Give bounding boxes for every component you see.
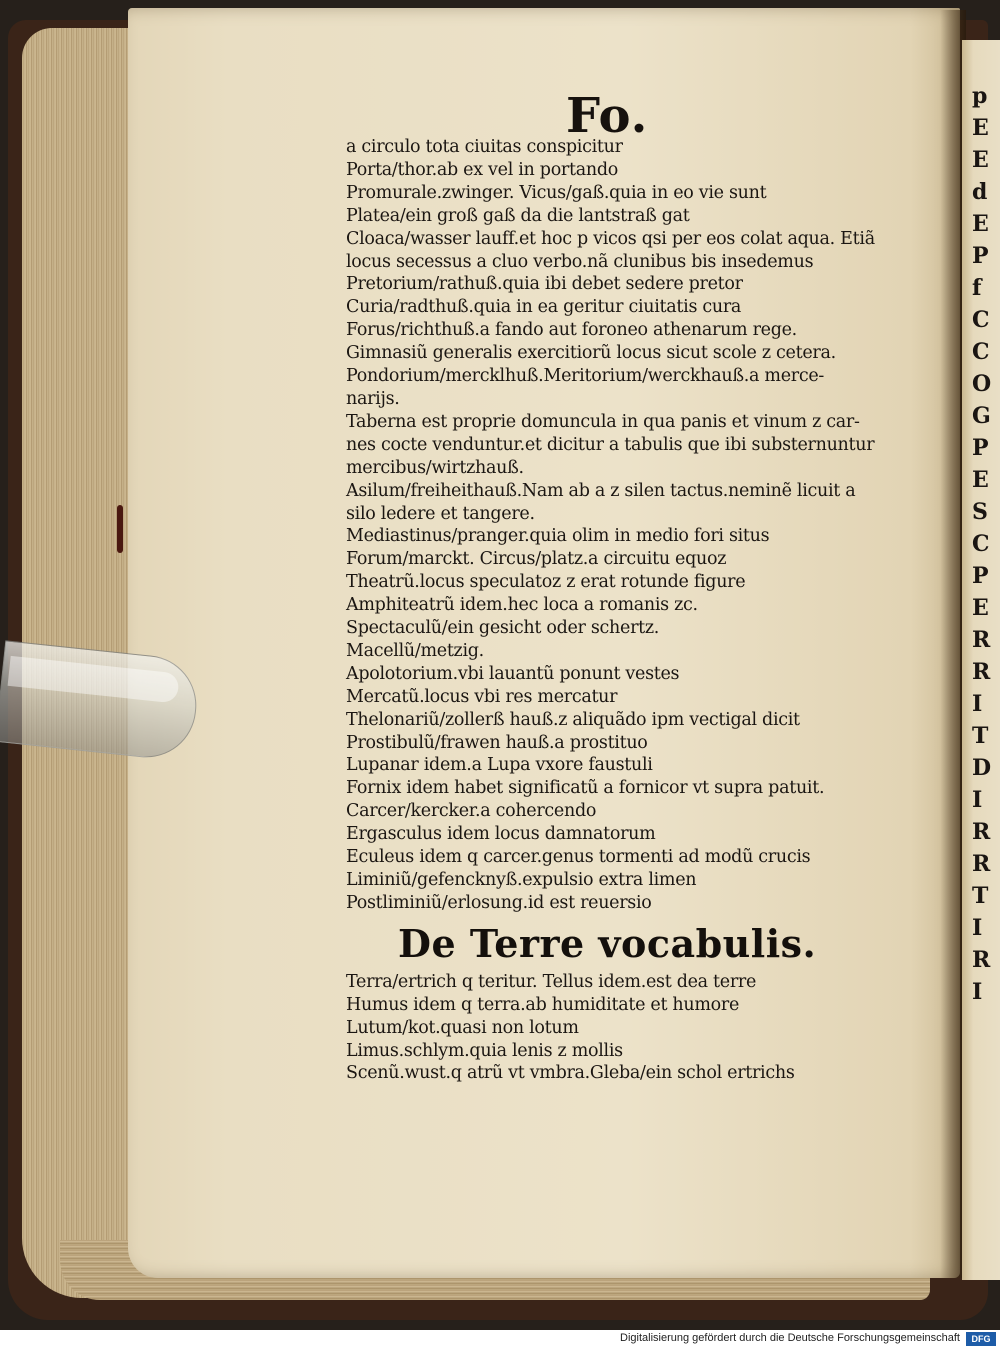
text-line: Scenũ.wust.q atrũ vt vmbra.Gleba/ein schol ertrichs [346, 1063, 795, 1084]
right-page-letter: C [972, 339, 990, 365]
right-page-letter: E [972, 147, 989, 173]
text-line: Terra/ertrich q teritur. Tellus idem.est dea terre [346, 971, 757, 992]
right-page-letter: R [972, 851, 991, 877]
text-line: Postliminiũ/erlosung.id est reuersio [346, 892, 652, 913]
right-page-letter: P [972, 435, 989, 461]
text-line: Forum/marckt. Circus/platz.a circuitu equoz [346, 549, 727, 570]
text-line: Fornix idem habet significatũ a fornicor vt supra patuit. [346, 778, 825, 799]
right-page-letter: E [972, 595, 989, 621]
right-page-letter: E [972, 115, 989, 141]
text-line: Humus idem q terra.ab humiditate et humore [346, 994, 740, 1015]
text-line: Theatrũ.locus speculatoz z erat rotunde figure [346, 572, 746, 593]
binding-mark [117, 505, 123, 553]
text-line: Pondorium/mercklhuß.Meritorium/werckhauß.a merce- [346, 366, 824, 387]
right-page-letter: I [972, 787, 983, 813]
text-line: Promurale.zwinger. Vicus/gaß.quia in eo vie sunt [346, 182, 767, 203]
text-line: Limus.schlym.quia lenis z mollis [346, 1040, 623, 1061]
text-line: Spectaculũ/ein gesicht oder schertz. [346, 618, 660, 639]
right-page-letter: I [972, 691, 983, 717]
right-page-letter: R [972, 659, 991, 685]
text-line: Porta/thor.ab ex vel in portando [346, 159, 618, 180]
text-line: narijs. [346, 388, 400, 409]
text-line: Thelonariũ/zollerß hauß.z aliquãdo ipm vectigal dicit [346, 709, 800, 730]
text-line: Apolotorium.vbi lauantũ ponunt vestes [346, 663, 680, 684]
footer-credit: Digitalisierung gefördert durch die Deutsche Forschungsgemeinschaft [620, 1332, 960, 1344]
text-line: silo ledere et tangere. [346, 503, 535, 524]
text-line: Lupanar idem.a Lupa vxore faustuli [346, 755, 653, 776]
text-line: Platea/ein groß gaß da die lantstraß gat [346, 205, 690, 226]
right-page-letter: d [972, 179, 988, 205]
right-page-letter: C [972, 531, 990, 557]
text-line: Forus/richthuß.a fando aut foroneo athenarum rege. [346, 320, 797, 341]
right-page-letter: f [972, 275, 982, 301]
clip-highlight [8, 656, 180, 704]
right-page-letter: p [972, 83, 988, 109]
text-line: Amphiteatrũ idem.hec loca a romanis zc. [346, 595, 698, 616]
text-line: Cloaca/wasser lauff.et hoc p vicos qsi per eos colat aqua. Etiã [346, 228, 875, 249]
text-line: Asilum/freiheithauß.Nam ab a z silen tactus.neminẽ licuit a [346, 480, 856, 501]
entry-list [346, 136, 886, 915]
right-page-letter: I [972, 915, 983, 941]
right-page-letter: T [972, 883, 989, 909]
text-line: a circulo tota ciuitas conspicitur [346, 137, 623, 157]
folio-heading: Fo. [566, 88, 649, 144]
right-page-letter: G [972, 403, 991, 429]
text-line: Prostibulũ/frawen hauß.a prostituo [346, 732, 648, 753]
right-page-letter: O [972, 371, 992, 397]
right-page-letter: D [972, 755, 992, 781]
text-line: Taberna est proprie domuncula in qua panis et vinum z car- [346, 411, 860, 432]
right-page-letter: R [972, 947, 991, 973]
right-page-text [972, 80, 1000, 1260]
text-line: Mercatũ.locus vbi res mercatur [346, 686, 618, 707]
text-line: Mediastinus/pranger.quia olim in medio fori situs [346, 526, 770, 547]
text-line: Liminiũ/gefencknyß.expulsio extra limen [346, 870, 697, 890]
text-line: Macellũ/metzig. [346, 640, 484, 661]
right-page-letter: C [972, 307, 990, 333]
text-line: Carcer/kercker.a cohercendo [346, 801, 597, 822]
section-heading: De Terre vocabulis. [398, 920, 817, 966]
right-page-letter: T [972, 723, 989, 749]
text-line: Lutum/kot.quasi non lotum [346, 1017, 579, 1038]
text-line: mercibus/wirtzhauß. [346, 457, 524, 478]
dfg-logo: DFG [966, 1332, 996, 1346]
text-line: Pretorium/rathuß.quia ibi debet sedere pretor [346, 274, 743, 295]
right-page-letter: R [972, 819, 991, 845]
right-page-letter: I [972, 979, 983, 1005]
text-line: Ergasculus idem locus damnatorum [346, 824, 656, 845]
entry-list-terra [346, 971, 886, 1086]
text-line: Curia/radthuß.quia in ea geritur ciuitatis cura [346, 297, 742, 318]
text-line: Eculeus idem q carcer.genus tormenti ad modũ crucis [346, 847, 811, 868]
right-page-letter: S [972, 499, 988, 525]
text-line: locus secessus a cluo verbo.nã clunibus bis insedemus [346, 251, 814, 272]
right-page-letter: P [972, 563, 989, 589]
text-line: nes cocte venduntur.et dicitur a tabulis que ibi substernuntur [346, 434, 875, 455]
right-page-letter: R [972, 627, 991, 653]
right-page-letter: P [972, 243, 989, 269]
footer-bar [0, 1330, 1000, 1349]
text-block [346, 136, 886, 1085]
text-line: Gimnasiũ generalis exercitiorũ locus sicut scole z cetera. [346, 343, 836, 364]
right-page-letter: E [972, 467, 989, 493]
right-page-letter: E [972, 211, 989, 237]
